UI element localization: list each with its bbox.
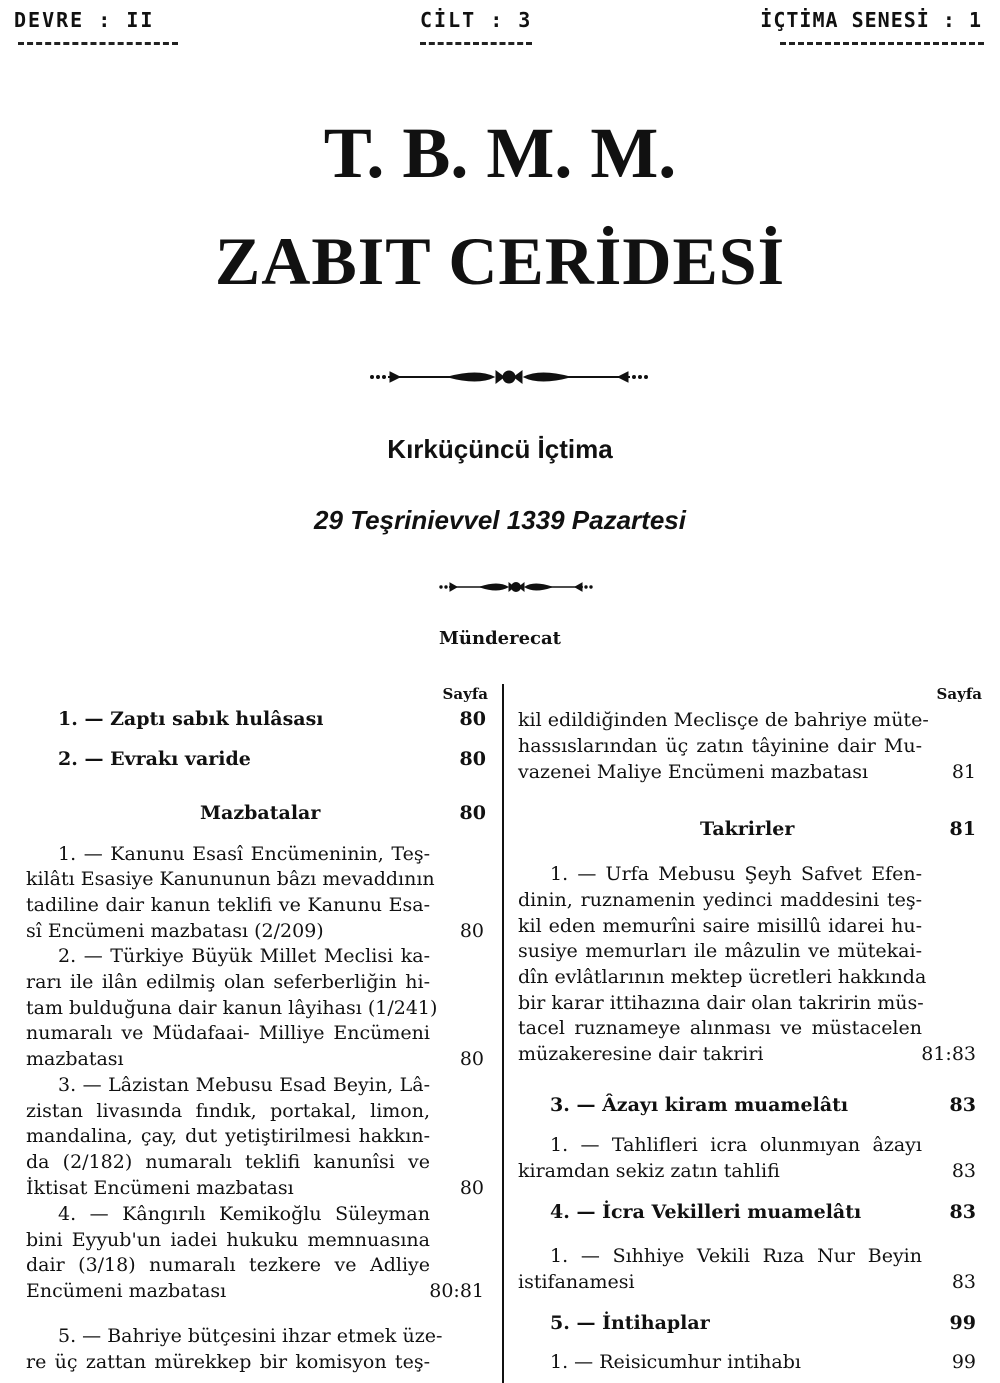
toc-item-page: 81 <box>951 761 976 783</box>
toc-item-page: 80 <box>459 1177 484 1199</box>
toc-item-page: 83 <box>951 1160 976 1182</box>
toc-entry-line: 1. — Kanunu Esasî Encümeninin, Teş- <box>58 843 430 865</box>
ornament-divider-small <box>438 578 594 596</box>
toc-entry-line: tam bulduğuna dair kanun lâyihası (1/241) <box>26 997 438 1019</box>
section-azayi-kiram: 3. — Âzayı kiram muamelâtı <box>550 1094 849 1116</box>
toc-entry-line: tadiline dair kanun teklifi ve Kanunu Esa- <box>26 894 430 916</box>
toc-entry-line: 5. — Bahriye bütçesini ihzar etmek üze- <box>58 1325 443 1347</box>
title-tbmm: T. B. M. M. <box>323 113 677 193</box>
toc-item-zapti-sabik: 1. — Zaptı sabık hulâsası <box>58 708 324 730</box>
toc-entry-line: 1. — Urfa Mebusu Şeyh Safvet Efen- <box>550 863 922 885</box>
section-intihaplar: 5. — İntihaplar <box>550 1312 710 1334</box>
toc-entry-line: dair (3/18) numaralı tezkere ve Adliye <box>26 1254 430 1276</box>
toc-item-page: 81:83 <box>921 1043 976 1065</box>
toc-item-page: 80 <box>459 748 486 770</box>
toc-entry-line: 2. — Türkiye Büyük Millet Meclisi ka- <box>58 945 430 967</box>
toc-entry-line: 1. — Sıhhiye Vekili Rıza Nur Beyin <box>550 1245 922 1267</box>
toc-entry-line: mazbatası <box>26 1048 124 1070</box>
toc-entry-line: 1. — Reisicumhur intihabı <box>550 1351 801 1373</box>
toc-entry-line: rarı ile ilân edilmiş olan seferberliğin hi- <box>26 971 430 993</box>
session-date: 29 Teşrinievvel 1339 Pazartesi <box>314 505 686 535</box>
toc-entry-line: dinin, ruznamenin yedinci maddesini teş- <box>518 889 922 911</box>
session-title: Kırküçüncü İçtima <box>387 434 613 464</box>
toc-entry-line: mandalina, çay, dut yetiştirilmesi hakkın- <box>26 1125 430 1147</box>
section-icra-vekilleri: 4. — İcra Vekilleri muamelâtı <box>550 1201 862 1223</box>
toc-entry-line: bini Eyyub'un iadei hukuku memnuasına <box>26 1229 430 1251</box>
toc-heading: Münderecat <box>438 628 561 649</box>
section-takrirler: Takrirler <box>700 818 795 840</box>
toc-entry-line: zistan livasında fındık, portakal, limon, <box>26 1100 430 1122</box>
toc-entry-line: tacel ruznameye alınması ve müstacelen <box>518 1017 922 1039</box>
toc-entry-line: vazenei Maliye Encümeni mazbatası <box>518 761 869 783</box>
column-divider <box>502 684 504 1383</box>
ornament-divider <box>368 366 650 388</box>
section-mazbatalar: Mazbatalar <box>200 802 321 824</box>
toc-item-page: 80 <box>459 708 486 730</box>
toc-entry-line: İktisat Encümeni mazbatası <box>26 1177 294 1199</box>
header-right: İÇTİMA SENESİ : 1 <box>760 8 982 32</box>
toc-entry-line: numaralı ve Müdafaai- Milliye Encümeni <box>26 1022 430 1044</box>
toc-entry-line: müzakeresine dair takriri <box>518 1043 764 1065</box>
toc-item-evraki-varide: 2. — Evrakı varide <box>58 748 251 770</box>
toc-entry-line: kil edildiğinden Meclisçe de bahriye müte- <box>518 709 929 731</box>
header-left: DEVRE : II <box>14 8 155 32</box>
toc-item-page: 80 <box>459 920 484 942</box>
toc-item-page: 99 <box>951 1351 976 1373</box>
toc-item-page: 81 <box>949 818 976 840</box>
toc-entry-line: re üç zattan mürekkep bir komisyon teş- <box>26 1351 430 1373</box>
toc-entry-line: da (2/182) numaralı teklifi kanunîsi ve <box>26 1151 430 1173</box>
page-label-right: Sayfa <box>936 685 982 703</box>
header-right-rule <box>780 42 984 45</box>
toc-item-page: 80:81 <box>429 1280 484 1302</box>
toc-entry-line: kilâtı Esasiye Kanununun bâzı mevaddının <box>26 868 435 890</box>
toc-entry-line: istifanamesi <box>518 1271 635 1293</box>
toc-item-page: 83 <box>949 1094 976 1116</box>
header-center: CİLT : 3 <box>420 8 533 32</box>
toc-item-page: 99 <box>949 1312 976 1334</box>
toc-entry-line: 4. — Kângırılı Kemikoğlu Süleyman <box>58 1203 430 1225</box>
toc-entry-line: hassıslarından üç zatın tâyinine dair Mu- <box>518 735 922 757</box>
toc-entry-line: Encümeni mazbatası <box>26 1280 227 1302</box>
toc-entry-line: susiye memurları ile mâzulin ve mütekai- <box>518 940 922 962</box>
toc-item-page: 83 <box>951 1271 976 1293</box>
toc-item-page: 80 <box>459 802 486 824</box>
toc-entry-line: bir karar ittihazına dair olan takririn müs- <box>518 992 924 1014</box>
toc-entry-line: kil eden memurîni saire misillû idarei hu- <box>518 915 922 937</box>
toc-entry-line: 1. — Tahlifleri icra olunmıyan âzayı <box>550 1134 922 1156</box>
toc-entry-line: kiramdan sekiz zatın tahlifi <box>518 1160 780 1182</box>
toc-entry-line: sî Encümeni mazbatası (2/209) <box>26 920 324 942</box>
page-label-left: Sayfa <box>442 685 488 703</box>
toc-item-page: 80 <box>459 1048 484 1070</box>
header-left-rule <box>18 42 178 45</box>
toc-entry-line: dîn evlâtlarının mektep ücretleri hakkında <box>518 966 927 988</box>
header-center-rule <box>420 42 532 45</box>
title-zabit-ceridesi: ZABIT CERİDESİ <box>214 223 786 299</box>
toc-item-page: 83 <box>949 1201 976 1223</box>
toc-entry-line: 3. — Lâzistan Mebusu Esad Beyin, Lâ- <box>58 1074 430 1096</box>
